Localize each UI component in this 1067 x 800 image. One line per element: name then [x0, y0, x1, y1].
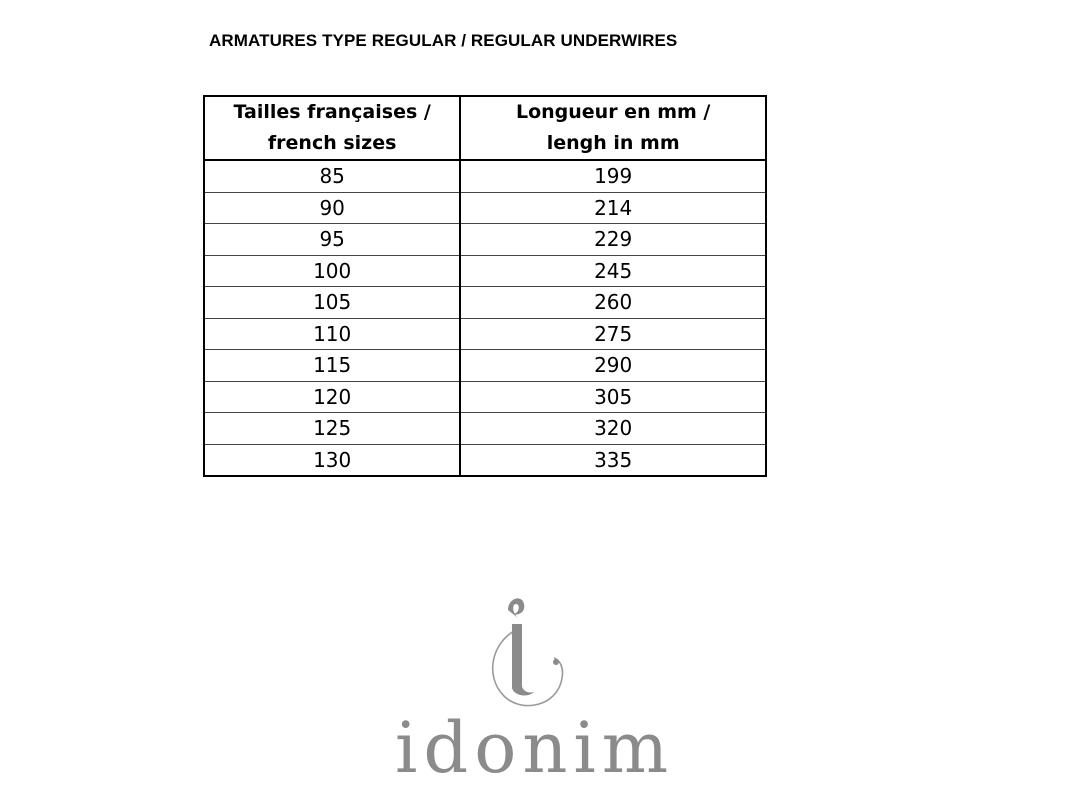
underwire-size-table [203, 95, 767, 477]
header-length-mm [460, 96, 766, 160]
header-french-sizes-line-2: french sizes [267, 132, 397, 154]
table-row [204, 350, 766, 382]
document-title: ARMATURES TYPE REGULAR / REGULAR UNDERWIRES [209, 31, 678, 50]
table-row [204, 224, 766, 256]
header-length-mm-line-1: Longueur en mm / [515, 101, 711, 123]
size-cell: 95 [204, 224, 460, 256]
table-row [204, 160, 766, 192]
table-header-row [204, 96, 766, 160]
size-cell: 130 [204, 444, 460, 476]
length-cell: 305 [460, 381, 766, 413]
table-row [204, 255, 766, 287]
size-cell: 120 [204, 381, 460, 413]
length-cell: 214 [460, 192, 766, 224]
table-row [204, 381, 766, 413]
length-cell: 275 [460, 318, 766, 350]
idonim-logo [395, 580, 675, 790]
length-cell: 320 [460, 413, 766, 445]
table-row [204, 444, 766, 476]
length-cell: 229 [460, 224, 766, 256]
size-cell: 85 [204, 160, 460, 192]
table-row [204, 287, 766, 319]
length-cell: 245 [460, 255, 766, 287]
size-cell: 115 [204, 350, 460, 382]
length-cell: 290 [460, 350, 766, 382]
header-french-sizes [204, 96, 460, 160]
table-row [204, 192, 766, 224]
size-cell: 100 [204, 255, 460, 287]
length-cell: 199 [460, 160, 766, 192]
header-length-mm-line-2: lengh in mm [546, 132, 680, 154]
size-cell: 105 [204, 287, 460, 319]
idonim-wordmark: idonim [395, 707, 675, 789]
size-cell: 125 [204, 413, 460, 445]
size-cell: 110 [204, 318, 460, 350]
length-cell: 260 [460, 287, 766, 319]
table-row [204, 318, 766, 350]
size-cell: 90 [204, 192, 460, 224]
idonim-i-monogram-icon [478, 590, 574, 710]
table-row [204, 413, 766, 445]
header-french-sizes-line-1: Tailles françaises / [233, 101, 431, 123]
length-cell: 335 [460, 444, 766, 476]
